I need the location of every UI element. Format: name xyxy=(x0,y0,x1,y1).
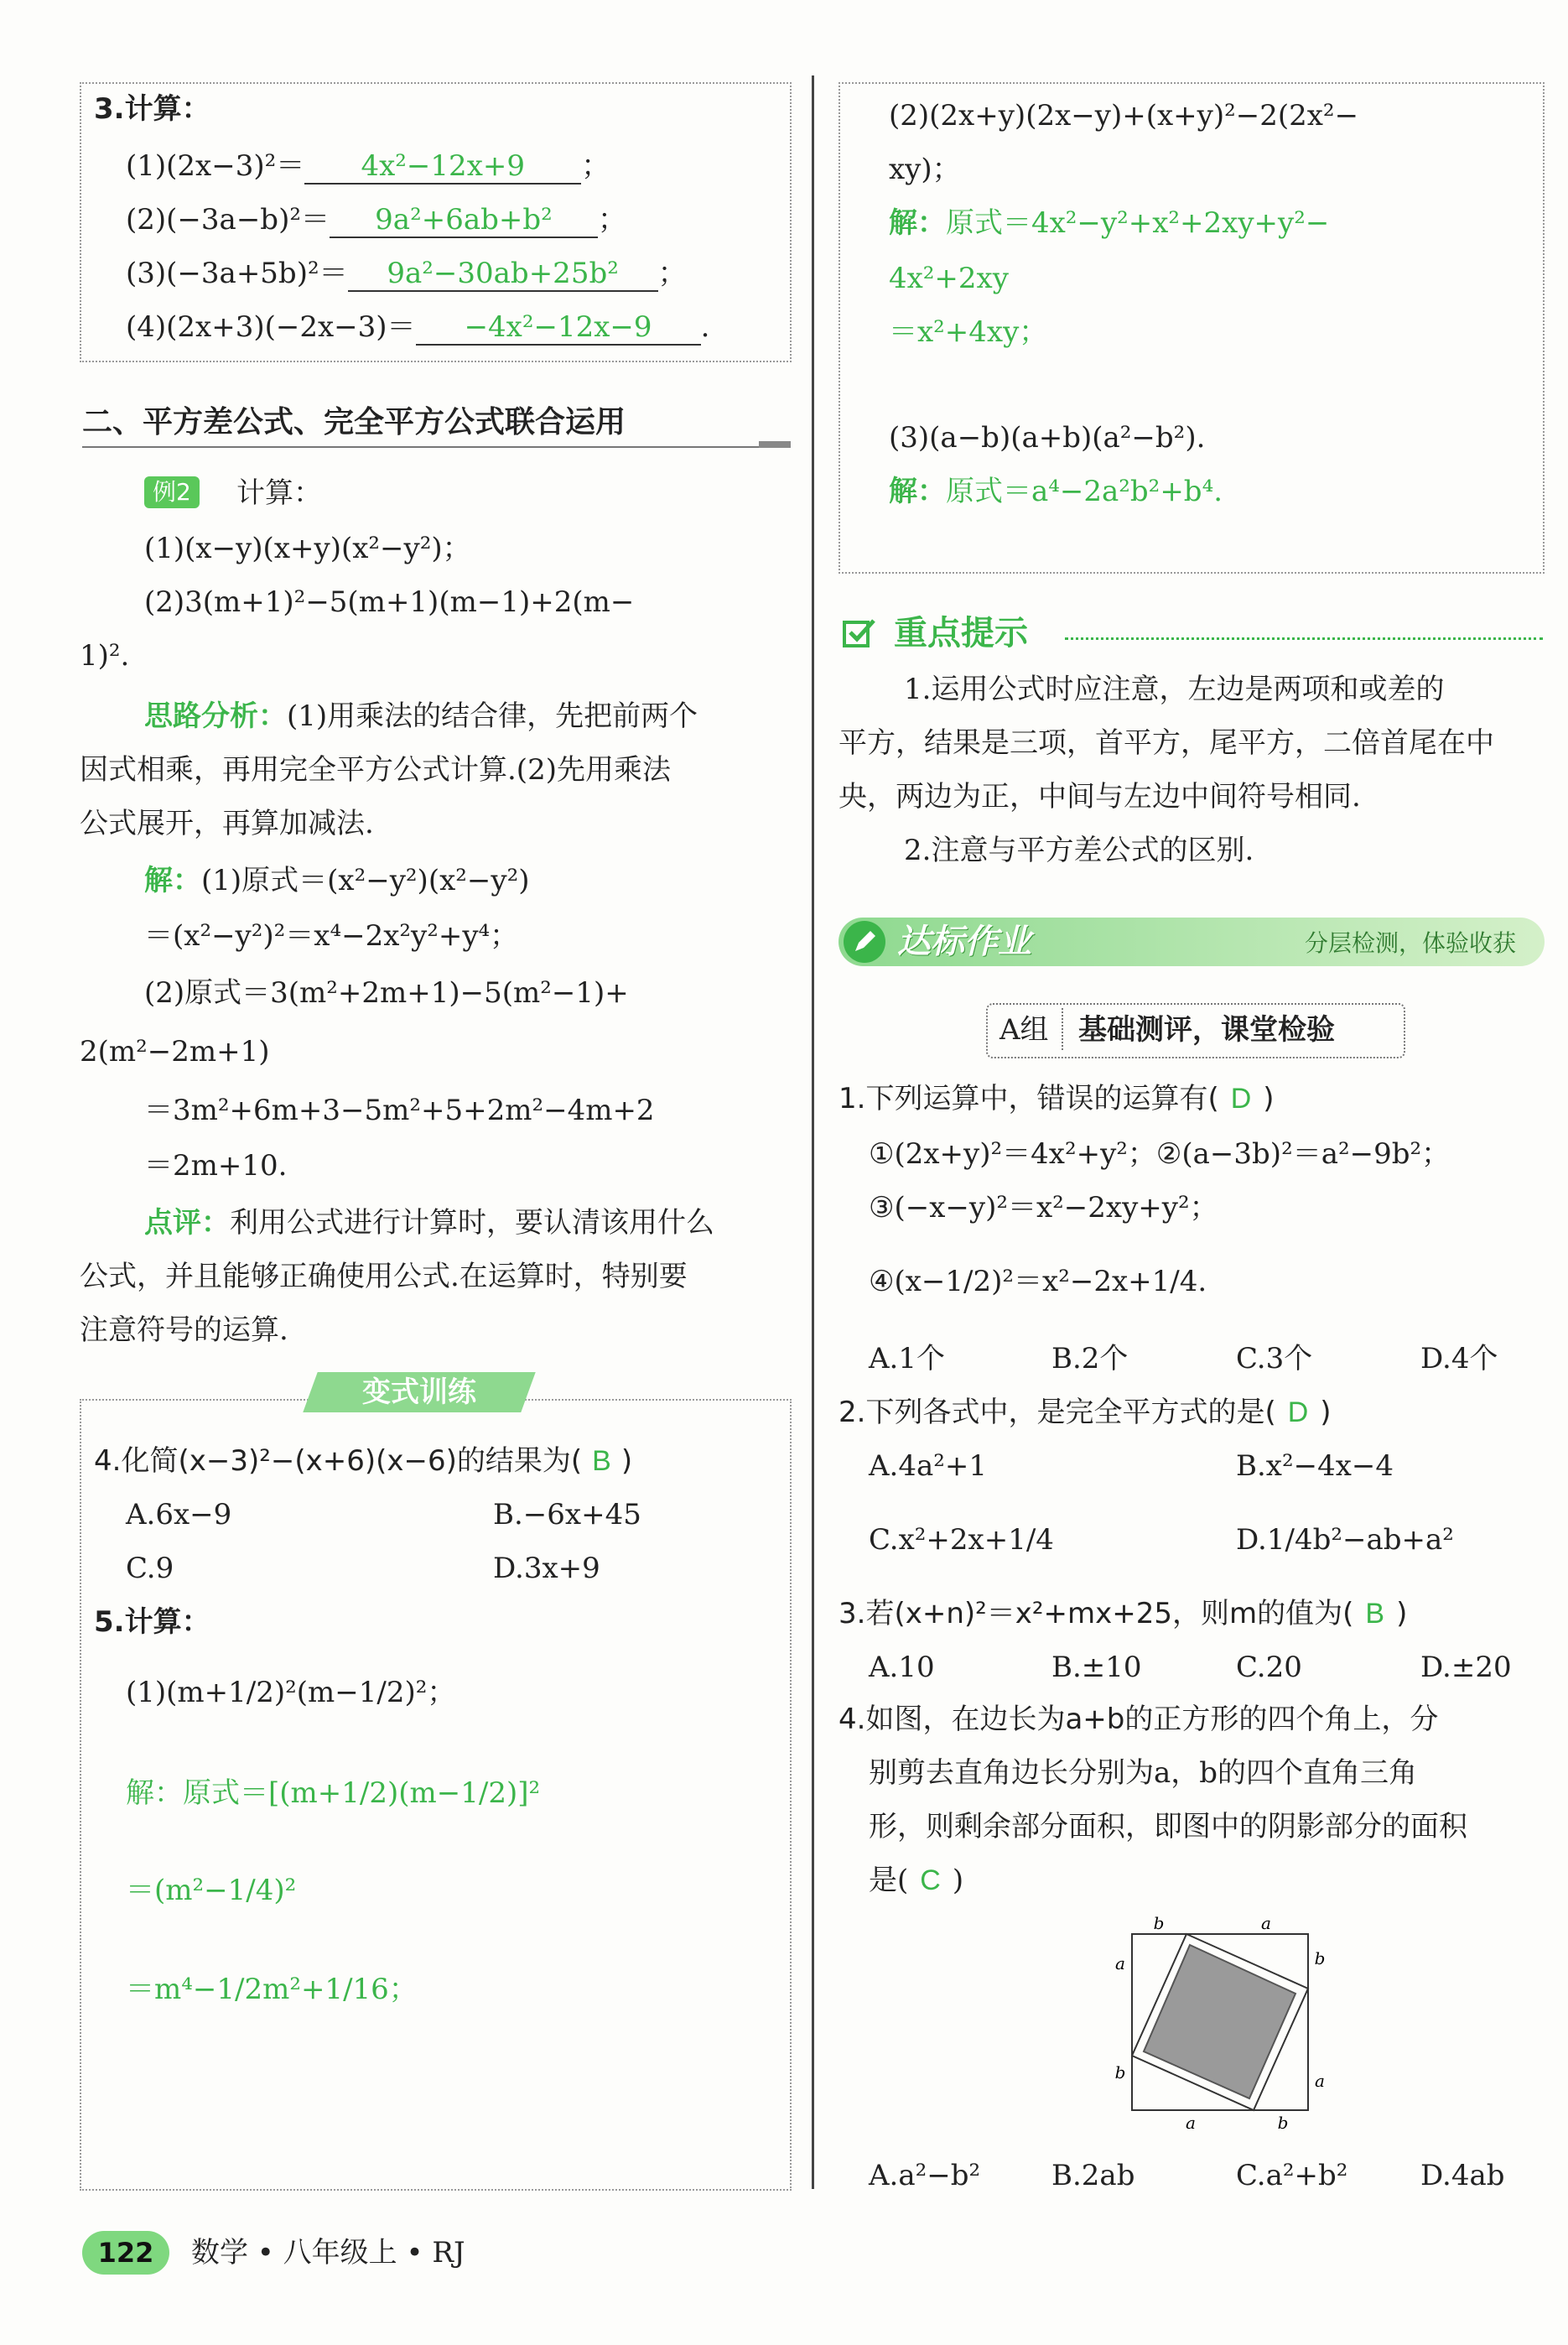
hw-q3: 3.若(x+n)²＝x²+mx+25，则m的值为( B ) xyxy=(839,1597,1408,1630)
label-top-b: b xyxy=(1153,1916,1165,1933)
hw-q1: 1.下列运算中，错误的运算有( D ) xyxy=(839,1082,1275,1115)
solution-line-1: 解：(1)原式＝(x²−y²)(x²−y²) xyxy=(144,864,530,897)
solution-line-6: ＝2m+10. xyxy=(144,1149,288,1183)
hw-q1-option-b: B.2个 xyxy=(1051,1342,1129,1375)
hw-q3-option-c: C.20 xyxy=(1236,1651,1302,1684)
q5-2-solution-3: ＝x²+4xy； xyxy=(889,315,1048,349)
hw-q3-option-b: B.±10 xyxy=(1051,1651,1142,1684)
analysis-line-3: 公式展开，再算加减法. xyxy=(80,807,374,840)
answer-choice: B xyxy=(1365,1598,1385,1630)
tips-line-3: 央，两边为正，中间与左边中间符号相同. xyxy=(839,780,1361,814)
analysis-line-1: 思路分析：(1)用乘法的结合律，先把前两个 xyxy=(144,699,698,733)
example-title: 计算： xyxy=(236,476,322,510)
q5-part-1: (1)(m+1/2)²(m−1/2)²； xyxy=(126,1676,456,1709)
label-bottom-a: a xyxy=(1186,2113,1196,2133)
q5-2-solution-1: 解：原式＝4x²−y²+x²+2xy+y²− xyxy=(889,206,1330,240)
hw-q3-option-a: A.10 xyxy=(869,1651,935,1684)
tips-line-1: 1.运用公式时应注意，左边是两项和或差的 xyxy=(904,673,1445,706)
q5-part-2-cont: xy)； xyxy=(889,153,961,186)
column-divider xyxy=(812,75,814,2189)
q5-solution-2: ＝(m²−1/4)² xyxy=(126,1874,297,1907)
label-bottom-b: b xyxy=(1277,2113,1289,2133)
variant-q5: 5.计算： xyxy=(94,1605,210,1639)
label-right-b: b xyxy=(1314,1948,1326,1968)
hw-q4-option-a: A.a²−b² xyxy=(869,2159,981,2192)
checkbox-icon xyxy=(842,616,877,651)
answer-choice: D xyxy=(1287,1396,1309,1428)
tips-line-4: 2.注意与平方差公式的区别. xyxy=(904,834,1254,867)
section-underline xyxy=(82,446,791,448)
hw-q2-option-a: A.4a²+1 xyxy=(869,1449,988,1483)
hw-q4-line-1: 4.如图，在边长为a+b的正方形的四个角上，分 xyxy=(839,1703,1439,1736)
q5-part-3: (3)(a−b)(a+b)(a²−b²). xyxy=(889,421,1206,455)
answer-blank: 4x²−12x+9 xyxy=(304,149,581,185)
hw-q2: 2.下列各式中，是完全平方式的是( D ) xyxy=(839,1396,1332,1429)
label-left-b: b xyxy=(1114,2062,1126,2082)
variant-title: 变式训练 xyxy=(362,1375,476,1409)
example-q1: (1)(x−y)(x+y)(x²−y²)； xyxy=(144,532,471,565)
analysis-line-2: 因式相乘，再用完全平方公式计算.(2)先用乘法 xyxy=(80,753,671,787)
hw-q4-option-b: B.2ab xyxy=(1051,2159,1135,2192)
hw-q4-line-3: 形，则剩余部分面积，即图中的阴影部分的面积 xyxy=(869,1810,1467,1843)
answer-choice: D xyxy=(1230,1083,1252,1115)
comment-line-3: 注意符号的运算. xyxy=(80,1313,288,1347)
variant-q4: 4.化简(x−3)²−(x+6)(x−6)的结果为( B ) xyxy=(94,1444,633,1478)
q5-solution-1: 解：原式＝[(m+1/2)(m−1/2)]² xyxy=(126,1776,541,1810)
answer-blank: 9a²+6ab+b² xyxy=(330,203,598,238)
section-title: 二、平方差公式、完全平方公式联合运用 xyxy=(82,405,626,439)
q4-option-c: C.9 xyxy=(126,1552,174,1585)
group-a-label: A组 xyxy=(999,1013,1049,1047)
homework-title: 达标作业 xyxy=(897,923,1031,961)
hw-q1-line-1: ①(2x+y)²＝4x²+y²；②(a−3b)²＝a²−9b²； xyxy=(869,1137,1451,1171)
label-top-a: a xyxy=(1261,1916,1271,1933)
example-q2: (2)3(m+1)²−5(m+1)(m−1)+2(m− xyxy=(144,585,635,619)
q5-solution-3: ＝m⁴−1/2m²+1/16； xyxy=(126,1973,418,2006)
hw-q3-option-d: D.±20 xyxy=(1420,1651,1512,1684)
footer-text: 数学 • 八年级上 • RJ xyxy=(191,2236,465,2270)
hw-q4-line-2: 别剪去直角边长分别为a，b的四个直角三角 xyxy=(869,1756,1418,1790)
hw-q4-line-4: 是( C ) xyxy=(869,1864,964,1897)
hw-q2-option-c: C.x²+2x+1/4 xyxy=(869,1523,1054,1557)
hw-q1-option-a: A.1个 xyxy=(869,1342,945,1375)
hw-q1-option-d: D.4个 xyxy=(1420,1342,1498,1375)
q4-option-d: D.3x+9 xyxy=(493,1552,600,1585)
page-number: 122 xyxy=(82,2231,169,2275)
answer-choice: B xyxy=(592,1445,611,1477)
q4-option-a: A.6x−9 xyxy=(126,1498,232,1531)
label-left-a: a xyxy=(1115,1953,1125,1973)
comment-line-2: 公式，并且能够正确使用公式.在运算时，特别要 xyxy=(80,1260,688,1293)
hw-q4-option-c: C.a²+b² xyxy=(1236,2159,1348,2192)
square-figure xyxy=(1107,1916,1333,2134)
ex3-item-3: (3)(−3a+5b)²＝ 9a²−30ab+25b² ； xyxy=(126,257,687,290)
hw-q1-line-2: ③(−x−y)²＝x²−2xy+y²； xyxy=(869,1191,1218,1224)
tips-line-2: 平方，结果是三项，首平方，尾平方，二倍首尾在中 xyxy=(839,726,1494,760)
exercise-3-title: 3.计算： xyxy=(94,92,210,126)
answer-blank: 9a²−30ab+25b² xyxy=(348,257,658,292)
label-right-a: a xyxy=(1315,2071,1325,2091)
pencil-icon xyxy=(842,919,887,965)
q4-option-b: B.−6x+45 xyxy=(493,1498,641,1531)
solution-line-4: 2(m²−2m+1) xyxy=(80,1035,270,1069)
example-tag: 例2 xyxy=(144,476,200,508)
q5-3-solution: 解：原式＝a⁴−2a²b²+b⁴. xyxy=(889,475,1223,508)
q5-part-2: (2)(2x+y)(2x−y)+(x+y)²−2(2x²− xyxy=(889,99,1359,133)
answer-blank: −4x²−12x−9 xyxy=(416,310,701,346)
solution-line-5: ＝3m²+6m+3−5m²+5+2m²−4m+2 xyxy=(144,1094,655,1127)
tips-title: 重点提示 xyxy=(894,614,1028,653)
hw-q1-line-3: ④(x−1/2)²＝x²−2x+1/4. xyxy=(869,1265,1207,1298)
homework-subtitle: 分层检测，体验收获 xyxy=(1305,929,1517,957)
hw-q2-option-b: B.x²−4x−4 xyxy=(1236,1449,1394,1483)
example-q2-cont: 1)². xyxy=(80,639,130,673)
solution-line-2: ＝(x²−y²)²＝x⁴−2x²y²+y⁴； xyxy=(144,919,519,953)
hw-q4-option-d: D.4ab xyxy=(1420,2159,1505,2192)
hw-q2-option-d: D.1/4b²−ab+a² xyxy=(1236,1523,1454,1557)
ex3-item-2: (2)(−3a−b)²＝ 9a²+6ab+b² ； xyxy=(126,203,626,237)
comment-line-1: 点评：利用公式进行计算时，要认清该用什么 xyxy=(144,1206,714,1240)
q5-2-solution-2: 4x²+2xy xyxy=(889,262,1009,295)
solution-line-3: (2)原式＝3(m²+2m+1)−5(m²−1)+ xyxy=(144,976,629,1010)
ex3-item-1: (1)(2x−3)²＝ 4x²−12x+9 ； xyxy=(126,149,610,183)
answer-choice: C xyxy=(920,1864,941,1896)
group-a-text: 基础测评，课堂检验 xyxy=(1078,1013,1335,1047)
ex3-item-4: (4)(2x+3)(−2x−3)＝ −4x²−12x−9 . xyxy=(126,310,710,344)
hw-q1-option-c: C.3个 xyxy=(1236,1342,1313,1375)
